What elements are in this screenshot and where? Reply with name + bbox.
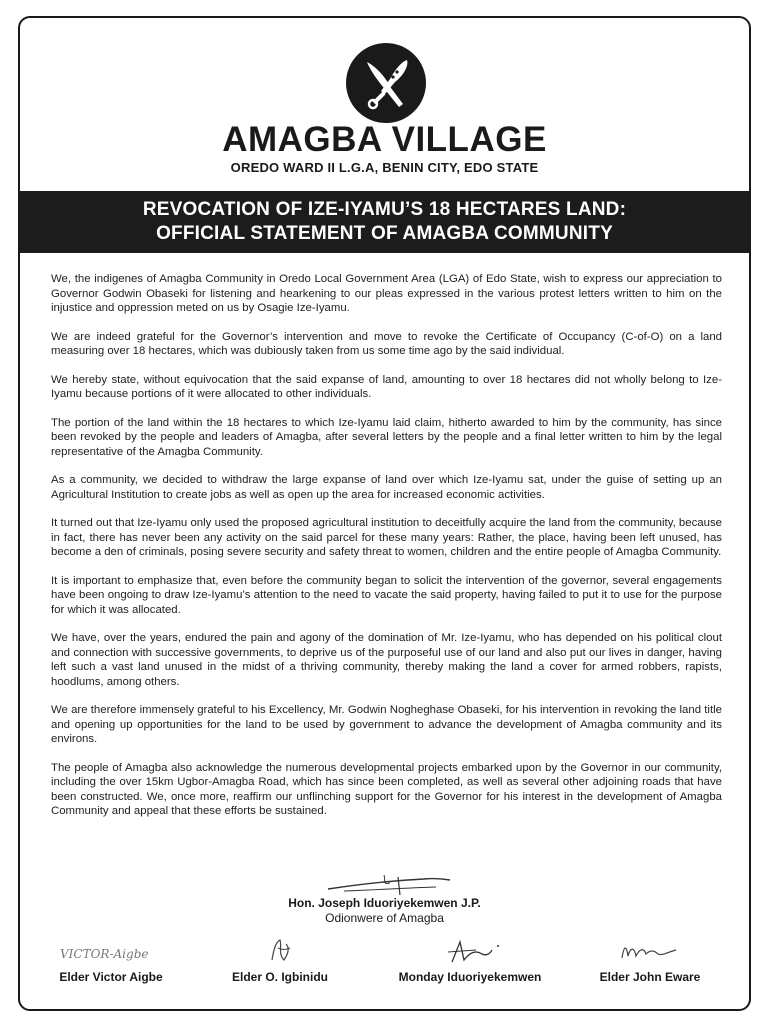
elder-signature-text: VICTOR-Aigbe xyxy=(60,947,149,961)
village-subtitle: OREDO WARD II L.G.A, BENIN CITY, EDO STATE xyxy=(230,160,539,175)
banner-line-2: OFFICIAL STATEMENT OF AMAGBA COMMUNITY xyxy=(156,223,613,244)
village-title: AMAGBA VILLAGE xyxy=(222,120,547,159)
statement-banner xyxy=(20,191,749,253)
paragraph: The people of Amagba also acknowledge the numerous developmental projects embarked upon by the Governor in our community, including the over 15km Ugbor-Amagba Road, which has since been completed, as well as several other adjoining roads that have been constructed. We, once more, reaffirm our unflinching support for the Governor for his interest in the development of Amagba Community and appeal that these efforts be sustained. xyxy=(51,761,722,817)
paragraph: We hereby state, without equivocation that the said expanse of land, amounting to over 18 hectares did not wholly belong to Ize-Iyamu because portions of it were allocated to other individuals. xyxy=(51,373,722,400)
document-frame xyxy=(18,16,751,1011)
paragraph: We are therefore immensely grateful to his Excellency, Mr. Godwin Nogheghase Obaseki, for his intervention in revoking the land title and opening up opportunities for the land to be used by government to advance the development of Amagba community and its environs. xyxy=(51,704,722,745)
statement-body xyxy=(51,272,722,833)
paragraph: It is important to emphasize that, even before the community began to solicit the intervention of the governor, several engagements have been ongoing to draw Ize-Iyamu’s attention to the need to vacate the said property, having failed to put it to use for the purpose for which it was allocated. xyxy=(51,574,722,616)
chief-name: Hon. Joseph Iduoriyekemwen J.P. xyxy=(288,896,481,910)
elder-signature-block xyxy=(380,938,560,984)
elder-signature-block xyxy=(21,938,201,984)
elder-signature-block xyxy=(190,938,370,984)
handwritten-signature-icon xyxy=(430,938,510,964)
elder-name: Elder Victor Aigbe xyxy=(59,970,163,984)
chief-title: Odionwere of Amagba xyxy=(325,911,444,925)
handwritten-signature-icon xyxy=(56,938,166,964)
handwritten-signature-icon xyxy=(324,871,454,897)
crossed-swords-emblem-icon xyxy=(345,42,427,124)
elder-name: Elder O. Igbinidu xyxy=(232,970,328,984)
paragraph: We are indeed grateful for the Governor’s intervention and move to revoke the Certificate of Occupancy (C-of-O) on a land measuring over 18 hectares, which was dubiously taken from us some time ago by the said individual. xyxy=(51,330,722,357)
elder-name: Elder John Eware xyxy=(599,970,701,984)
handwritten-signature-icon xyxy=(250,938,310,964)
banner-line-1: REVOCATION OF IZE-IYAMU’S 18 HECTARES LAND: xyxy=(142,199,627,220)
paragraph: We, the indigenes of Amagba Community in Oredo Local Government Area (LGA) of Edo State, wish to express our appreciation to Governor Godwin Obaseki for listening and hearkening to our pleas expressed in the various protest letters written to him on the injustice and oppression meted on us by Osagie Ize-Iyamu. xyxy=(51,273,722,314)
paragraph: It turned out that Ize-Iyamu only used the proposed agricultural institution to deceitfully acquire the land from the community, because in fact, there has never been any activity on the said parcel for these many years: Rather, the place, having been left unused, has become a den of criminals, posing severe security and safety threat to women, children and the entire people of Amagba Community. xyxy=(51,517,722,558)
elder-signature-block xyxy=(560,938,740,984)
paragraph: The portion of the land within the 18 hectares to which Ize-Iyamu laid claim, hitherto awarded to him by the community, has since been revoked by the people and leaders of Amagba, after several letters by the people and a final letter written to him by the legal representative of the Amagba Community. xyxy=(51,416,722,458)
paragraph: We have, over the years, endured the pain and agony of the domination of Mr. Ize-Iyamu, who has depended on his political clout and connection with successive governments, to deprive us of the purposeful use of our land and also put our lives in danger, having left such a vast land unused in the midst of a thriving community, thereby making the land a cover for armed robbers, rapists, hoodlums, among others. xyxy=(51,632,722,688)
elder-name: Monday Iduoriyekemwen xyxy=(398,970,542,984)
handwritten-signature-icon xyxy=(610,938,690,964)
paragraph: As a community, we decided to withdraw the large expanse of land over which Ize-Iyamu sat, under the guise of setting up an Agricultural Institution to create jobs as well as open up the area for increased economic activities. xyxy=(51,474,722,501)
